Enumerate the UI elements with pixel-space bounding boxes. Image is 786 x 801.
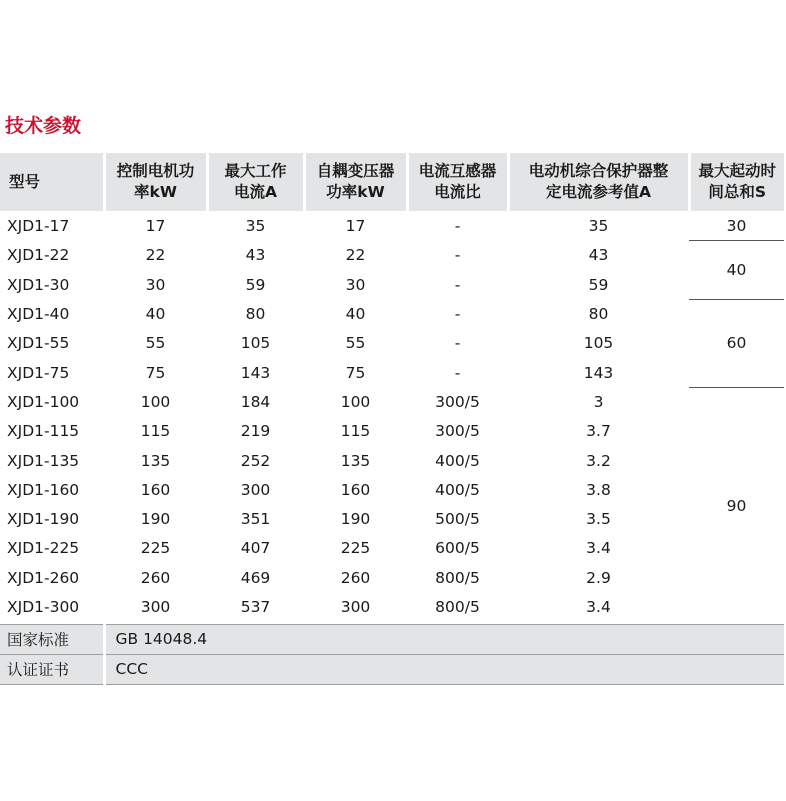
cell-max-current: 59 (245, 275, 266, 294)
table-row (0, 534, 784, 563)
header-motor-power: 控制电机功 率kW (104, 153, 207, 211)
cell-motor-power: 40 (145, 305, 166, 324)
cell-start-time: 30 (689, 211, 784, 241)
header-model: 型号 (0, 153, 104, 211)
cell-ct-ratio: - (454, 216, 461, 235)
cell-transformer-power: 115 (340, 422, 371, 441)
cell-ct-ratio: 400/5 (435, 480, 480, 499)
table-row (0, 241, 784, 270)
cell-max-current: 105 (240, 334, 271, 353)
cell-ct-ratio: - (454, 334, 461, 353)
cell-protector-current: 80 (588, 305, 609, 324)
cell-motor-power: 30 (145, 275, 166, 294)
cell-max-current: 184 (240, 392, 271, 411)
cell-protector-current: 2.9 (586, 568, 611, 587)
cell-motor-power: 225 (140, 539, 171, 558)
cell-ct-ratio: - (454, 275, 461, 294)
cell-model: XJD1-260 (7, 568, 80, 587)
cell-max-current: 143 (240, 363, 271, 382)
cell-ct-ratio: - (454, 363, 461, 382)
cell-protector-current: 143 (583, 363, 614, 382)
header-start-time: 最大起动时 间总和S (689, 153, 784, 211)
table-row (0, 387, 784, 416)
cell-ct-ratio: 500/5 (435, 510, 480, 529)
cell-model: XJD1-30 (7, 275, 70, 294)
cell-transformer-power: 40 (345, 305, 366, 324)
cell-motor-power: 300 (140, 598, 171, 616)
header-transformer-power: 自耦变压器 功率kW (304, 153, 407, 211)
footer-row (0, 654, 784, 684)
cell-max-current: 300 (240, 480, 271, 499)
cell-protector-current: 3.8 (586, 480, 611, 499)
section-title: 技术参数 (5, 115, 82, 137)
cell-protector-current: 59 (588, 275, 609, 294)
cell-max-current: 219 (240, 422, 271, 441)
cell-ct-ratio: 800/5 (435, 568, 480, 587)
cell-model: XJD1-135 (7, 451, 80, 470)
cell-motor-power: 100 (140, 392, 171, 411)
cell-ct-ratio: 800/5 (435, 598, 480, 616)
cell-model: XJD1-22 (7, 246, 70, 265)
cell-max-current: 252 (240, 451, 271, 470)
cell-model: XJD1-225 (7, 539, 80, 558)
table-row (0, 211, 784, 241)
cell-max-current: 80 (245, 305, 266, 324)
cell-start-time: 40 (689, 241, 784, 300)
cell-protector-current: 3 (593, 392, 604, 411)
table-row (0, 270, 784, 299)
cell-model: XJD1-190 (7, 510, 80, 529)
table-row (0, 358, 784, 387)
table-body (0, 211, 784, 624)
footer-cert-label: 认证证书 (0, 654, 104, 684)
table-header (0, 153, 784, 211)
cell-motor-power: 160 (140, 480, 171, 499)
cell-protector-current: 3.2 (586, 451, 611, 470)
table-row (0, 417, 784, 446)
header-max-current: 最大工作 电流A (207, 153, 304, 211)
table-row (0, 592, 784, 624)
spec-table (0, 153, 784, 685)
table-row (0, 504, 784, 533)
cell-protector-current: 43 (588, 246, 609, 265)
cell-ct-ratio: 300/5 (435, 392, 480, 411)
cell-transformer-power: 190 (340, 510, 371, 529)
cell-transformer-power: 22 (345, 246, 366, 265)
cell-model: XJD1-300 (7, 598, 80, 616)
cell-max-current: 35 (245, 216, 266, 235)
table-footer (0, 624, 784, 684)
cell-protector-current: 3.5 (586, 510, 611, 529)
cell-ct-ratio: 300/5 (435, 422, 480, 441)
footer-standard-label: 国家标准 (0, 624, 104, 654)
footer-cert-value: CCC (104, 654, 784, 684)
cell-model: XJD1-40 (7, 305, 70, 324)
cell-transformer-power: 17 (345, 216, 366, 235)
header-protector-current: 电动机综合保护器整 定电流参考值A (508, 153, 689, 211)
cell-motor-power: 17 (145, 216, 166, 235)
cell-max-current: 407 (240, 539, 271, 558)
cell-model: XJD1-75 (7, 363, 70, 382)
cell-transformer-power: 100 (340, 392, 371, 411)
cell-motor-power: 190 (140, 510, 171, 529)
cell-transformer-power: 30 (345, 275, 366, 294)
cell-motor-power: 75 (145, 363, 166, 382)
cell-transformer-power: 75 (345, 363, 366, 382)
cell-model: XJD1-160 (7, 480, 80, 499)
cell-transformer-power: 135 (340, 451, 371, 470)
cell-start-time: 90 (726, 496, 747, 515)
cell-ct-ratio: 400/5 (435, 451, 480, 470)
cell-protector-current: 3.4 (586, 598, 611, 616)
cell-motor-power: 22 (145, 246, 166, 265)
cell-max-current: 469 (240, 568, 271, 587)
table-row (0, 299, 784, 328)
cell-transformer-power: 55 (345, 334, 366, 353)
cell-transformer-power: 300 (340, 598, 371, 616)
cell-max-current: 351 (240, 510, 271, 529)
cell-transformer-power: 225 (340, 539, 371, 558)
table-row (0, 446, 784, 475)
cell-model: XJD1-100 (7, 392, 80, 411)
cell-protector-current: 105 (583, 334, 614, 353)
cell-transformer-power: 160 (340, 480, 371, 499)
cell-model: XJD1-115 (7, 422, 80, 441)
footer-standard-value: GB 14048.4 (104, 624, 784, 654)
header-ct-ratio: 电流互感器 电流比 (407, 153, 508, 211)
footer-row (0, 624, 784, 654)
cell-ct-ratio: - (454, 246, 461, 265)
cell-ct-ratio: - (454, 305, 461, 324)
cell-model: XJD1-55 (7, 334, 70, 353)
cell-max-current: 537 (240, 598, 271, 616)
cell-protector-current: 3.7 (586, 422, 611, 441)
cell-ct-ratio: 600/5 (435, 539, 480, 558)
cell-transformer-power: 260 (340, 568, 371, 587)
cell-start-time: 60 (689, 299, 784, 387)
table-row (0, 475, 784, 504)
cell-motor-power: 260 (140, 568, 171, 587)
cell-model: XJD1-17 (7, 216, 70, 235)
cell-motor-power: 135 (140, 451, 171, 470)
cell-motor-power: 115 (140, 422, 171, 441)
table-row (0, 563, 784, 592)
table-row (0, 329, 784, 358)
cell-protector-current: 3.4 (586, 539, 611, 558)
cell-max-current: 43 (245, 246, 266, 265)
cell-motor-power: 55 (145, 334, 166, 353)
cell-protector-current: 35 (588, 216, 609, 235)
